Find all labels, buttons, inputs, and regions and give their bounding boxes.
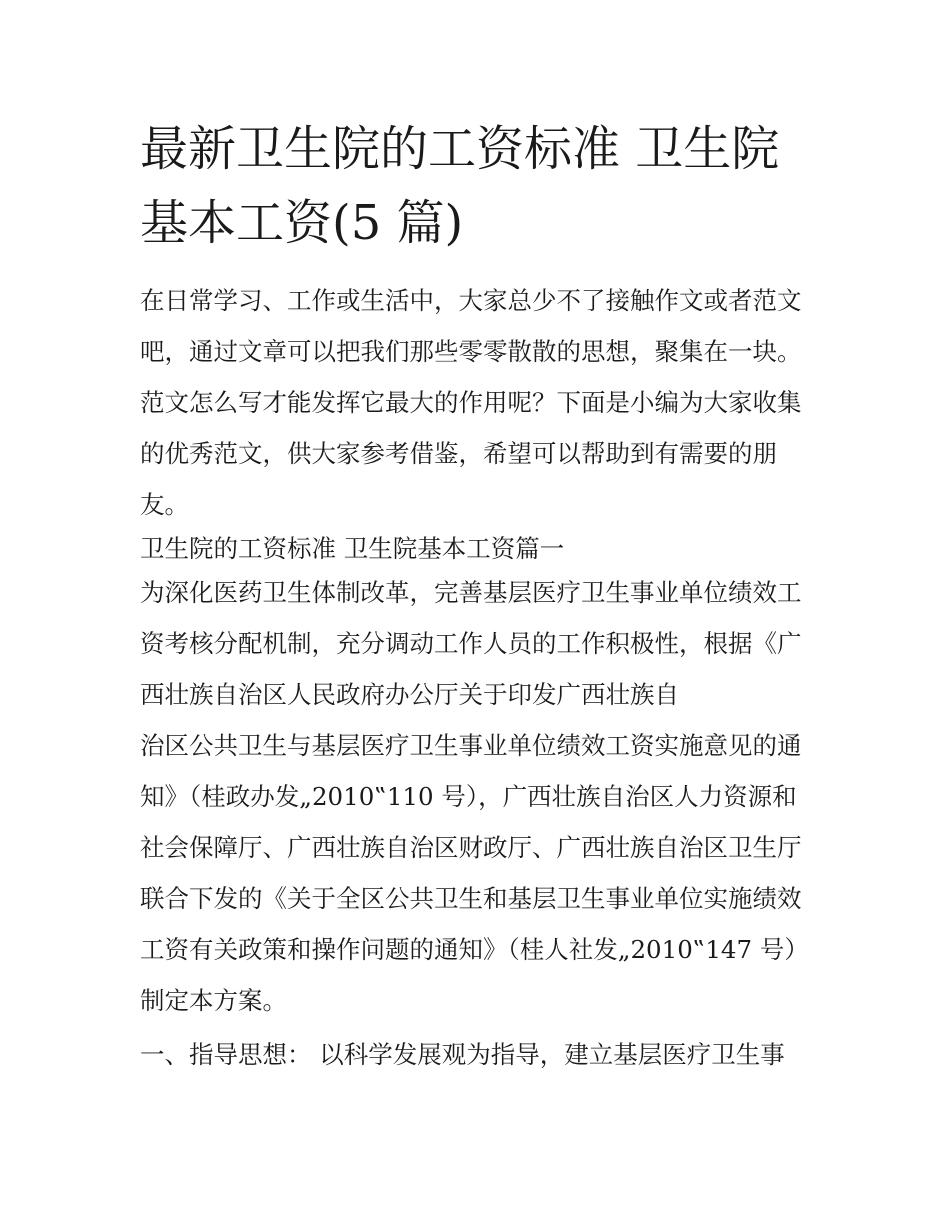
guideline-line: 一、指导思想： 以科学发展观为指导，建立基层医疗卫生事 [140, 1040, 785, 1069]
section-line-7: 联合下发的《关于全区公共卫生和基层卫生事业单位实施绩效 [140, 884, 802, 913]
intro-line-1: 在日常学习、工作或生活中，大家总少不了接触作文或者范文 [140, 286, 802, 315]
section-line-5: 知》（桂政办发„2010‟110 号），广西壮族自治区人力资源和 [140, 782, 797, 811]
section-line-8: 工资有关政策和操作问题的通知》（桂人社发„2010‟147 号） [140, 935, 809, 964]
intro-line-4: 的优秀范文，供大家参考借鉴，希望可以帮助到有需要的朋 [140, 439, 777, 468]
section-line-3: 西壮族自治区人民政府办公厅关于印发广西壮族自 [140, 680, 679, 709]
section-line-4: 治区公共卫生与基层医疗卫生事业单位绩效工资实施意见的通 [140, 731, 802, 760]
section-line-1: 为深化医药卫生体制改革，完善基层医疗卫生事业单位绩效工 [140, 578, 802, 607]
title-line-2: 基本工资(5 篇) [140, 195, 464, 251]
title-line-1: 最新卫生院的工资标准 卫生院 [140, 121, 780, 177]
intro-line-3: 范文怎么写才能发挥它最大的作用呢？下面是小编为大家收集 [140, 388, 802, 417]
document-title [140, 112, 820, 260]
document-body [140, 279, 830, 1084]
intro-line-2: 吧，通过文章可以把我们那些零零散散的思想，聚集在一块。 [140, 337, 802, 366]
section-line-6: 社会保障厅、广西壮族自治区财政厅、广西壮族自治区卫生厅 [140, 833, 802, 862]
intro-line-5: 友。 [140, 490, 189, 519]
section-heading: 卫生院的工资标准 卫生院基本工资篇一 [140, 534, 565, 563]
section-line-2: 资考核分配机制，充分调动工作人员的工作积极性，根据《广 [140, 629, 802, 658]
section-line-9: 制定本方案。 [140, 986, 287, 1015]
